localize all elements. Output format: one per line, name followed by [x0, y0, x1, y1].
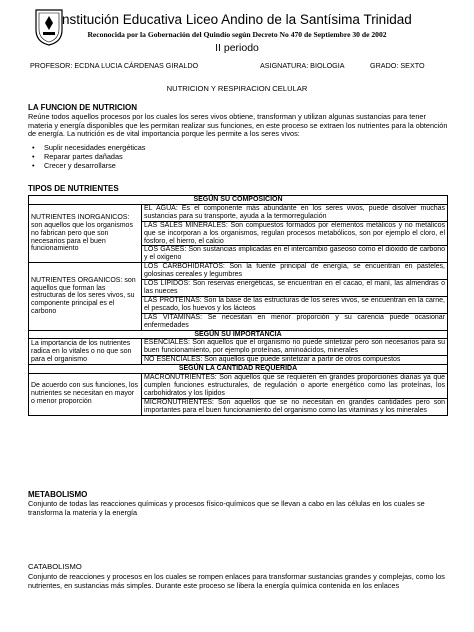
bullet-item: • Crecer y desarrollarse: [28, 161, 145, 170]
grado: GRADO: SEXTO: [370, 61, 425, 70]
funcion-text: Reúne todos aquellos procesos por los cuales los seres vivos obtiene, transforman y utilizan algunas sustancias para tener materia y energía disponibles que les permitan realizar sus funciones, en este proceso se extraen los nutrientes para la obtención de energía. La nutrición es de vital importancia porque les permite a los seres vivos:: [28, 112, 448, 139]
asignatura: ASIGNATURA: BIOLOGIA: [260, 61, 345, 70]
page-title: NUTRICION Y RESPIRACION CELULAR: [166, 84, 308, 93]
table-cell: ESENCIALES: Son aquellos que el organismo no puede sintetizar pero son necesarios para su buen funcionamiento, por ejemplo proteínas, aminoácidos, minerales: [142, 339, 448, 356]
quantity-cell: De acuerdo con sus funciones, los nutrientes se necesitan en mayor o menor proporción: [29, 374, 142, 416]
bullet-item: • Suplir necesidades energéticas: [28, 143, 145, 152]
section-header: SEGÚN SU IMPORTANCIA: [29, 330, 448, 339]
table-cell: NO ESENCIALES: Son aquellos que puede sintetizar a partir de otros compuestos: [142, 356, 448, 365]
table-cell: LAS PROTEINAS: Son la base de las estructuras de los seres vivos, se encuentran en la carne, el pescado, los huevos y los lácteos: [142, 296, 448, 313]
organic-cell: NUTRIENTES ORGANICOS: son aquellos que forman las estructuras de los seres vivos, su componente principal es el carbono: [29, 263, 142, 330]
table-cell: LOS CARBOHIDRATOS: Son la fuente principal de energía, se encuentran en pasteles, golosinas cereales y legumbres: [142, 263, 448, 280]
table-cell: MICRONUTRIENTES: Son aquellos que se no necesitan en grandes cantidades pero son importantes para el buen funcionamiento del organismo como las vitaminas y los minerales: [142, 398, 448, 415]
funcion-heading: LA FUNCION DE NUTRICION: [28, 103, 138, 112]
table-cell: MACRONUTRIENTES: Son aquellos que se requieren en grandes proporciones diarias ya que cumplen funciones estructurales, de regulación o aporte energético como las proteínas, los carbohidratos y los lípidos: [142, 374, 448, 399]
metabolismo-heading: METABOLISMO: [28, 490, 88, 499]
table-cell: LOS GASES: Son sustancias implicadas en el intercambio gaseoso como el dióxido de carbono y el oxigeno: [142, 246, 448, 263]
importance-cell: La importancia de los nutrientes radica en lo vitales o no que son para el organismo: [29, 339, 142, 365]
catabolismo-heading: CATABOLISMO: [28, 562, 82, 571]
funcion-bullets: [28, 143, 145, 170]
school-seal-icon: [34, 8, 64, 46]
decree-line: Reconocida por la Gobernación del Quindío según Decreto No 470 de Septiembre 30 de 2002: [87, 30, 387, 39]
table-cell: LAS SALES MINERALES: Son compuestos formados por elementos metálicos y no metálicos que se incorporan a los organismos, regulan procesos metabólicos, son por ejemplo el cloro, el fosforo, el hierro, el calcio: [142, 221, 448, 246]
tipos-heading: TIPOS DE NUTRIENTES: [28, 184, 119, 193]
nutrient-table: [28, 195, 448, 416]
table-cell: LOS LIPIDOS: Son reservas energéticas, se encuentran en el cacao, el maní, las almendras o las nueces: [142, 280, 448, 297]
bullet-item: • Reparar partes dañadas: [28, 152, 145, 161]
inorganic-cell: NUTRIENTES INORGANICOS: son aquellos que los organismos no fabrican pero que son necesarios para el buen funcionamiento: [29, 204, 142, 262]
school-name: nstitución Educativa Liceo Andino de la Santísima Trinidad: [62, 12, 412, 27]
catabolismo-text: Conjunto de reacciones y procesos en los cuales se rompen enlaces para transformar sustancias grandes y complejas, como los nutrientes, en sustancias más simples. Durante este proceso se libera la energía química contenida en los enlaces: [28, 572, 445, 590]
metabolismo-text: Conjunto de todas las reacciones químicas y procesos físico-químicos que se llevan a cabo en las células en los cuales se transforma la materia y la energía: [28, 499, 425, 517]
section-header: SEGÚN SU COMPOSICION: [29, 196, 448, 205]
periodo: II periodo: [215, 42, 259, 54]
table-cell: EL AGUA: Es el componente más abundante en los seres vivos, puede disolver muchas sustancias para su transporte, ayuda a la termorregulación: [142, 204, 448, 221]
table-cell: LAS VITAMINAS: Se necesitan en menor proporción y su carencia puede ocasionar enfermedades: [142, 313, 448, 330]
profesor: PROFESOR: ECDNA LUCIA CÁRDENAS GIRALDO: [30, 61, 199, 70]
section-header: SEGÚN LA CANTIDAD REQUERIDA: [29, 365, 448, 374]
